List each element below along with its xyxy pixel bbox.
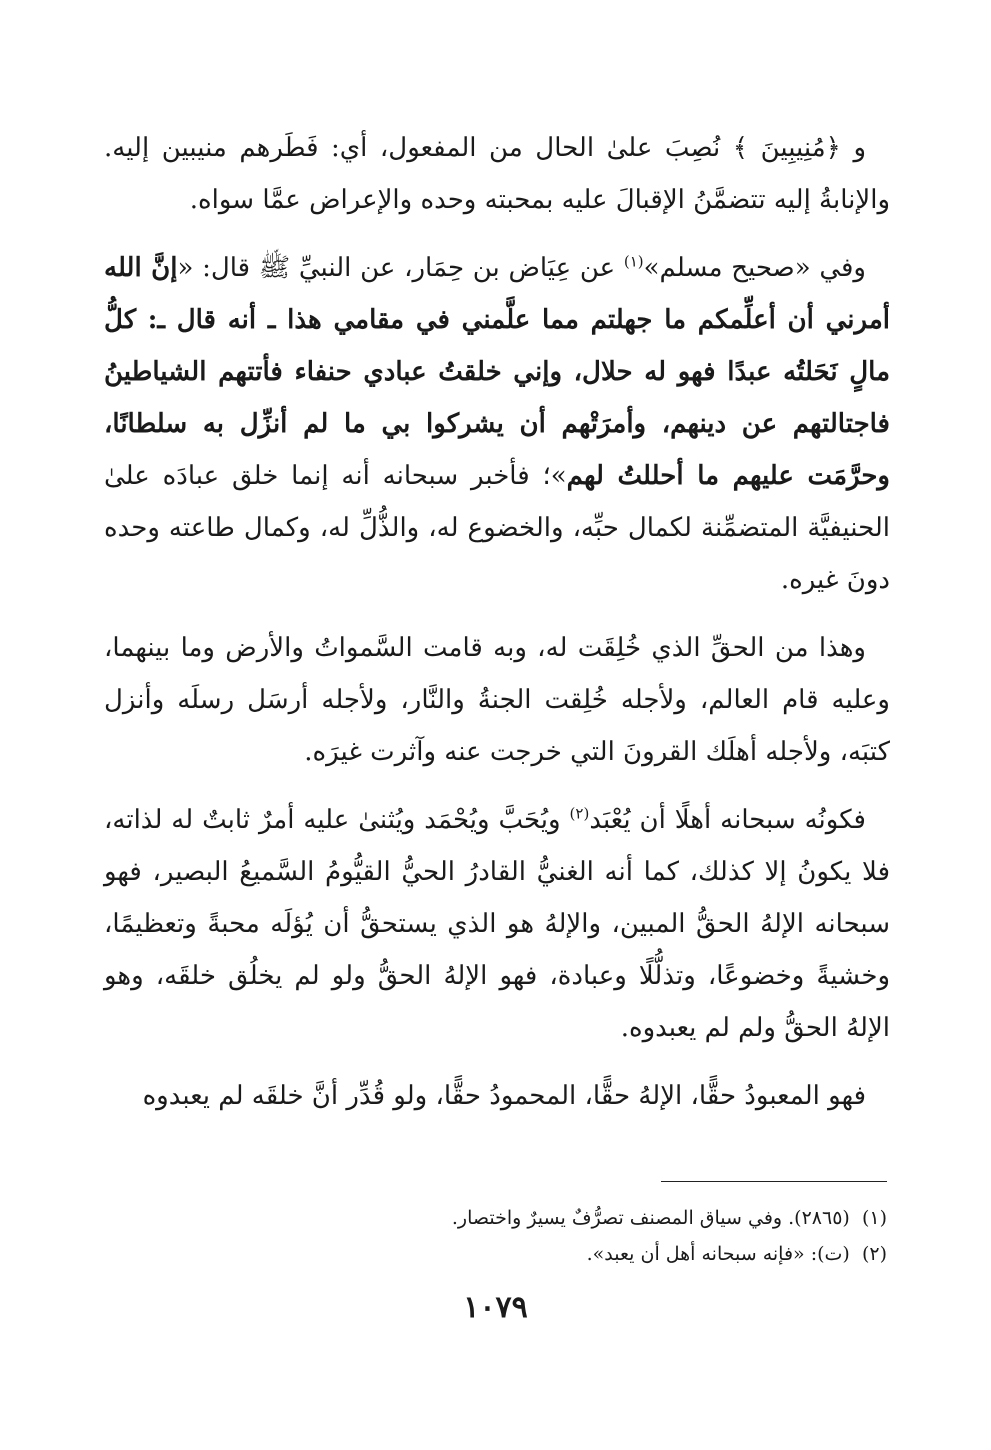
paragraph-text: فكونُه سبحانه أهلًا أن يُعْبَد [589, 805, 866, 835]
footnote-marker: (١) [861, 1207, 887, 1229]
footnotes-block [101, 1200, 887, 1272]
footnote-reference: (١) [623, 252, 644, 271]
footnote [101, 1200, 887, 1236]
footnote-text: (٢٨٦٥). وفي سياق المصنف تصرُّفٌ يسيرٌ واختصار. [451, 1207, 850, 1229]
paragraph-text: عن عِيَاض بن حِمَار، عن النبيِّ ﷺ قال: « [177, 253, 624, 283]
paragraph [104, 242, 890, 606]
paragraph-text: »؛ فأخبر سبحانه أنه إنما خلق عبادَه علىٰ الحنيفيَّة المتضمِّنة لكمال حبِّه، والخضوع له، والذُّلِّ له، وكمال طاعته وحده دونَ غيره. [104, 461, 890, 595]
page-number: ١٠٧٩ [463, 1290, 528, 1325]
footnote-text: (ت): «فإنه سبحانه أهل أن يعبد». [586, 1243, 850, 1265]
paragraph [104, 122, 890, 226]
paragraph-text: وهذا من الحقِّ الذي خُلِقَت له، وبه قامت السَّمواتُ والأرض وما بينهما، وعليه قام العالم، ولأجله خُلِقت الجنةُ والنَّار، ولأجله أرسَل رسلَه وأنزل كتبَه، ولأجله أهلَك القرونَ التي خرجت عنه وآثرت غيرَه. [104, 633, 890, 767]
paragraph [104, 622, 890, 778]
paragraph-text: وفي «صحيح مسلم» [643, 253, 866, 283]
paragraph [104, 1070, 890, 1122]
paragraph-text: ويُحَبَّ ويُحْمَد ويُثنىٰ عليه أمرٌ ثابتٌ له لذاته، فلا يكونُ إلا كذلك، كما أنه الغنيُّ القادرُ الحيُّ القيُّومُ السَّميعُ البصير، فهو سبحانه الإلهُ الحقُّ المبين، والإلهُ هو الذي يستحقُّ أن يُؤلَه محبةً وتعظيمًا، وخشيةً وخضوعًا، وتذلُّلًا وعبادة، فهو الإلهُ الحقُّ ولو لم يخلُق خلقَه، وهو الإلهُ الحقُّ ولم لم يعبدوه. [104, 805, 890, 1043]
footnote [101, 1236, 887, 1272]
paragraph [104, 794, 890, 1054]
main-text-block [104, 122, 890, 1138]
paragraph-text: فهو المعبودُ حقًّا، الإلهُ حقًّا، المحمودُ حقًّا، ولو قُدِّر أنَّ خلقَه لم يعبدوه [142, 1081, 866, 1111]
paragraph-text: و ﴿مُنِيبِينَ ﴾ نُصِبَ علىٰ الحال من المفعول، أي: فَطَرهم منيبين إليه. والإنابةُ إليه تتضمَّنُ الإقبالَ عليه بمحبته وحده والإعراض عمَّا سواه. [104, 133, 890, 215]
footnote-marker: (٢) [861, 1243, 887, 1265]
footnote-separator [661, 1181, 887, 1182]
hadith-quote-text: إنَّ الله أمرني أن أعلِّمكم ما جهلتم مما علَّمني في مقامي هذا ـ أنه قال ـ: كلُّ مالٍ نَحَلتُه عبدًا فهو له حلال، وإني خلقتُ عبادي حنفاء فأتتهم الشياطينُ فاجتالتهم عن دينهم، وأمرَتْهم أن يشركوا بي ما لم أنزِّل به سلطانًا، وحرَّمَت عليهم ما أحللتُ لهم [104, 253, 890, 491]
footnote-reference: (٢) [569, 804, 590, 823]
